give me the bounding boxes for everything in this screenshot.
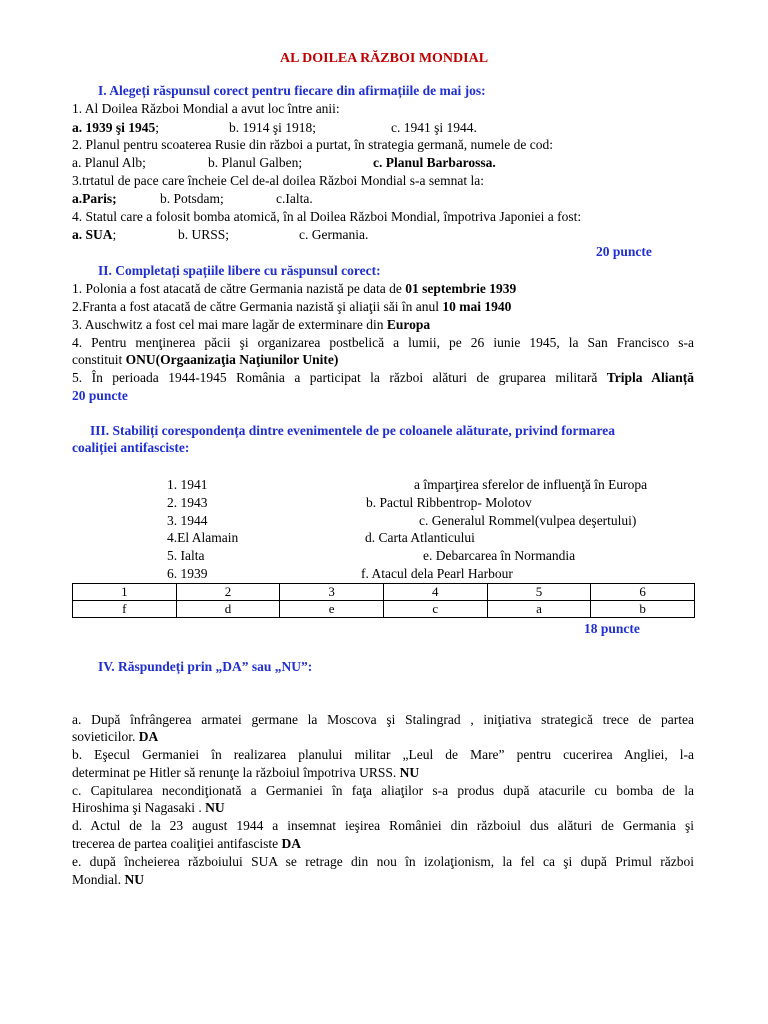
section-3-heading: III. Stabiliți corespondența dintre evenimentele de pe coloanele alăturate, privind formarea [90, 423, 615, 438]
statement-e-cont [72, 871, 144, 889]
fill-line-4-cont [72, 351, 338, 369]
statement-b: b. Eşecul Germaniei în realizarea planului militar „Leul de Mare” pentru cucerirea Angliei, l-a [72, 747, 694, 762]
fill-line-3 [72, 316, 430, 334]
section-2-heading: II. Completați spațiile libere cu răspunsul corect: [98, 263, 381, 278]
match-right-a: a împarţirea sferelor de influenţă în Europa [414, 477, 648, 492]
fill-line-1 [72, 280, 516, 298]
statement-c-cont [72, 799, 225, 817]
statement-c: c. Capitularea necondiţionată a Germaniei în faţa aliaţilor s-a produs după atacurile cu bomba de la [72, 783, 694, 798]
line-text: trecerea de partea coaliţiei antifasciste [72, 836, 279, 851]
line-answer: Tripla Alianță [606, 370, 694, 385]
question-2-option-b: b. Planul Galben; [208, 155, 303, 170]
table-cell: 1 [73, 584, 177, 601]
question-4: 4. Statul care a folosit bomba atomică, în al Doilea Război Mondial, împotriva Japoniei a fost: [72, 209, 582, 224]
fill-line-4: 4. Pentru menţinerea păcii şi organizarea postbelică a lumii, pe 26 iunie 1945, la San Francisco s-a [72, 335, 694, 350]
line-answer: 01 septembrie 1939 [405, 281, 517, 296]
section-3-points: 18 puncte [584, 621, 640, 636]
line-answer: NU [399, 765, 420, 780]
line-text: sovieticilor. [72, 729, 136, 744]
statement-a: a. După înfrângerea armatei germane la Moscova şi Stalingrad , iniţiativa strategică trece de partea [72, 712, 694, 727]
table-cell: 6 [591, 584, 695, 601]
fill-line-2 [72, 298, 511, 316]
line-answer: ONU(Orgaanizaţia Naţiunilor Unite) [125, 352, 339, 367]
match-left-5: 5. Ialta [167, 548, 205, 563]
section-2-points: 20 puncte [72, 388, 128, 403]
fill-line-5 [72, 369, 694, 387]
statement-d-cont [72, 835, 301, 853]
punct: ; [112, 227, 117, 242]
match-left-2: 2. 1943 [167, 495, 208, 510]
question-4-option-a [72, 226, 116, 244]
table-cell: d [176, 601, 280, 618]
line-answer: Europa [386, 317, 431, 332]
match-left-1: 1. 1941 [167, 477, 208, 492]
section-4-heading: IV. Răspundeți prin „DA” sau „NU”: [98, 659, 313, 674]
question-3-option-c: c.Ialta. [276, 191, 313, 206]
statement-d: d. Actul de la 23 august 1944 a insemnat ieşirea României din războiul dus alături de Germania şi [72, 818, 694, 833]
question-1-option-a [72, 119, 159, 137]
question-3-option-a: a.Paris; [72, 191, 117, 206]
line-text: 5. În perioada 1944-1945 România a participat la război alături de gruparea militară [72, 370, 598, 385]
line-answer: NU [124, 872, 144, 887]
punct: ; [155, 120, 160, 135]
match-left-6: 6. 1939 [167, 566, 208, 581]
table-cell: 5 [487, 584, 591, 601]
line-answer: DA [138, 729, 159, 744]
line-text: Mondial. [72, 872, 122, 887]
match-right-e: e. Debarcarea în Normandia [423, 548, 576, 563]
table-cell: 4 [383, 584, 487, 601]
table-cell: c [383, 601, 487, 618]
answer-text: a. SUA [72, 227, 113, 242]
answer-text: a. 1939 şi 1945 [72, 120, 156, 135]
table-cell: 2 [176, 584, 280, 601]
question-1-option-c: c. 1941 şi 1944. [391, 120, 477, 135]
line-text: 2.Franta a fost atacată de către Germania nazistă şi aliaţii săi în anul [72, 299, 439, 314]
statement-b-cont [72, 764, 419, 782]
table-cell: a [487, 601, 591, 618]
line-text: constituit [72, 352, 123, 367]
question-1-option-b: b. 1914 şi 1918; [229, 120, 317, 135]
question-3-option-b: b. Potsdam; [160, 191, 224, 206]
match-right-f: f. Atacul dela Pearl Harbour [361, 566, 513, 581]
statement-e: e. după încheierea războiului SUA se retrage din nou în izolaţionism, la fel ca şi după Primul război [72, 854, 694, 869]
line-answer: DA [281, 836, 301, 851]
question-4-option-b: b. URSS; [178, 227, 230, 242]
section-1-points: 20 puncte [596, 244, 652, 259]
question-4-option-c: c. Germania. [299, 227, 369, 242]
line-text: 3. Auschwitz a fost cel mai mare lagăr de exterminare din [72, 317, 384, 332]
match-right-d: d. Carta Atlanticului [365, 530, 475, 545]
line-text: determinat pe Hitler să renunţe la războiul împotriva URSS. [72, 765, 397, 780]
table-cell: 3 [280, 584, 384, 601]
answer-table [72, 583, 695, 618]
table-cell: f [73, 601, 177, 618]
match-right-b: b. Pactul Ribbentrop- Molotov [366, 495, 532, 510]
question-2: 2. Planul pentru scoaterea Rusie din război a purtat, în strategia germană, numele de cod: [72, 137, 553, 152]
section-1-heading: I. Alegeți răspunsul corect pentru fiecare din afirmațiile de mai jos: [98, 83, 486, 98]
table-row [73, 584, 695, 601]
page-title: AL DOILEA RĂZBOI MONDIAL [279, 51, 489, 66]
question-3: 3.trtatul de pace care încheie Cel de-al doilea Război Mondial s-a semnat la: [72, 173, 484, 188]
line-text: Hiroshima şi Nagasaki . [72, 800, 202, 815]
table-cell: b [591, 601, 695, 618]
match-left-3: 3. 1944 [167, 513, 208, 528]
question-2-option-a: a. Planul Alb; [72, 155, 146, 170]
table-cell: e [280, 601, 384, 618]
section-3-heading-cont: coaliției antifasciste: [72, 440, 190, 455]
question-1: 1. Al Doilea Război Mondial a avut loc între anii: [72, 101, 340, 116]
line-text: 1. Polonia a fost atacată de către Germania nazistă pe data de [72, 281, 402, 296]
line-answer: NU [205, 800, 225, 815]
match-right-c: c. Generalul Rommel(vulpea deşertului) [419, 513, 637, 528]
match-left-4: 4.El Alamain [167, 530, 239, 545]
question-2-option-c: c. Planul Barbarossa. [373, 155, 496, 170]
table-row [73, 601, 695, 618]
statement-a-cont [72, 728, 158, 746]
line-answer: 10 mai 1940 [442, 299, 512, 314]
